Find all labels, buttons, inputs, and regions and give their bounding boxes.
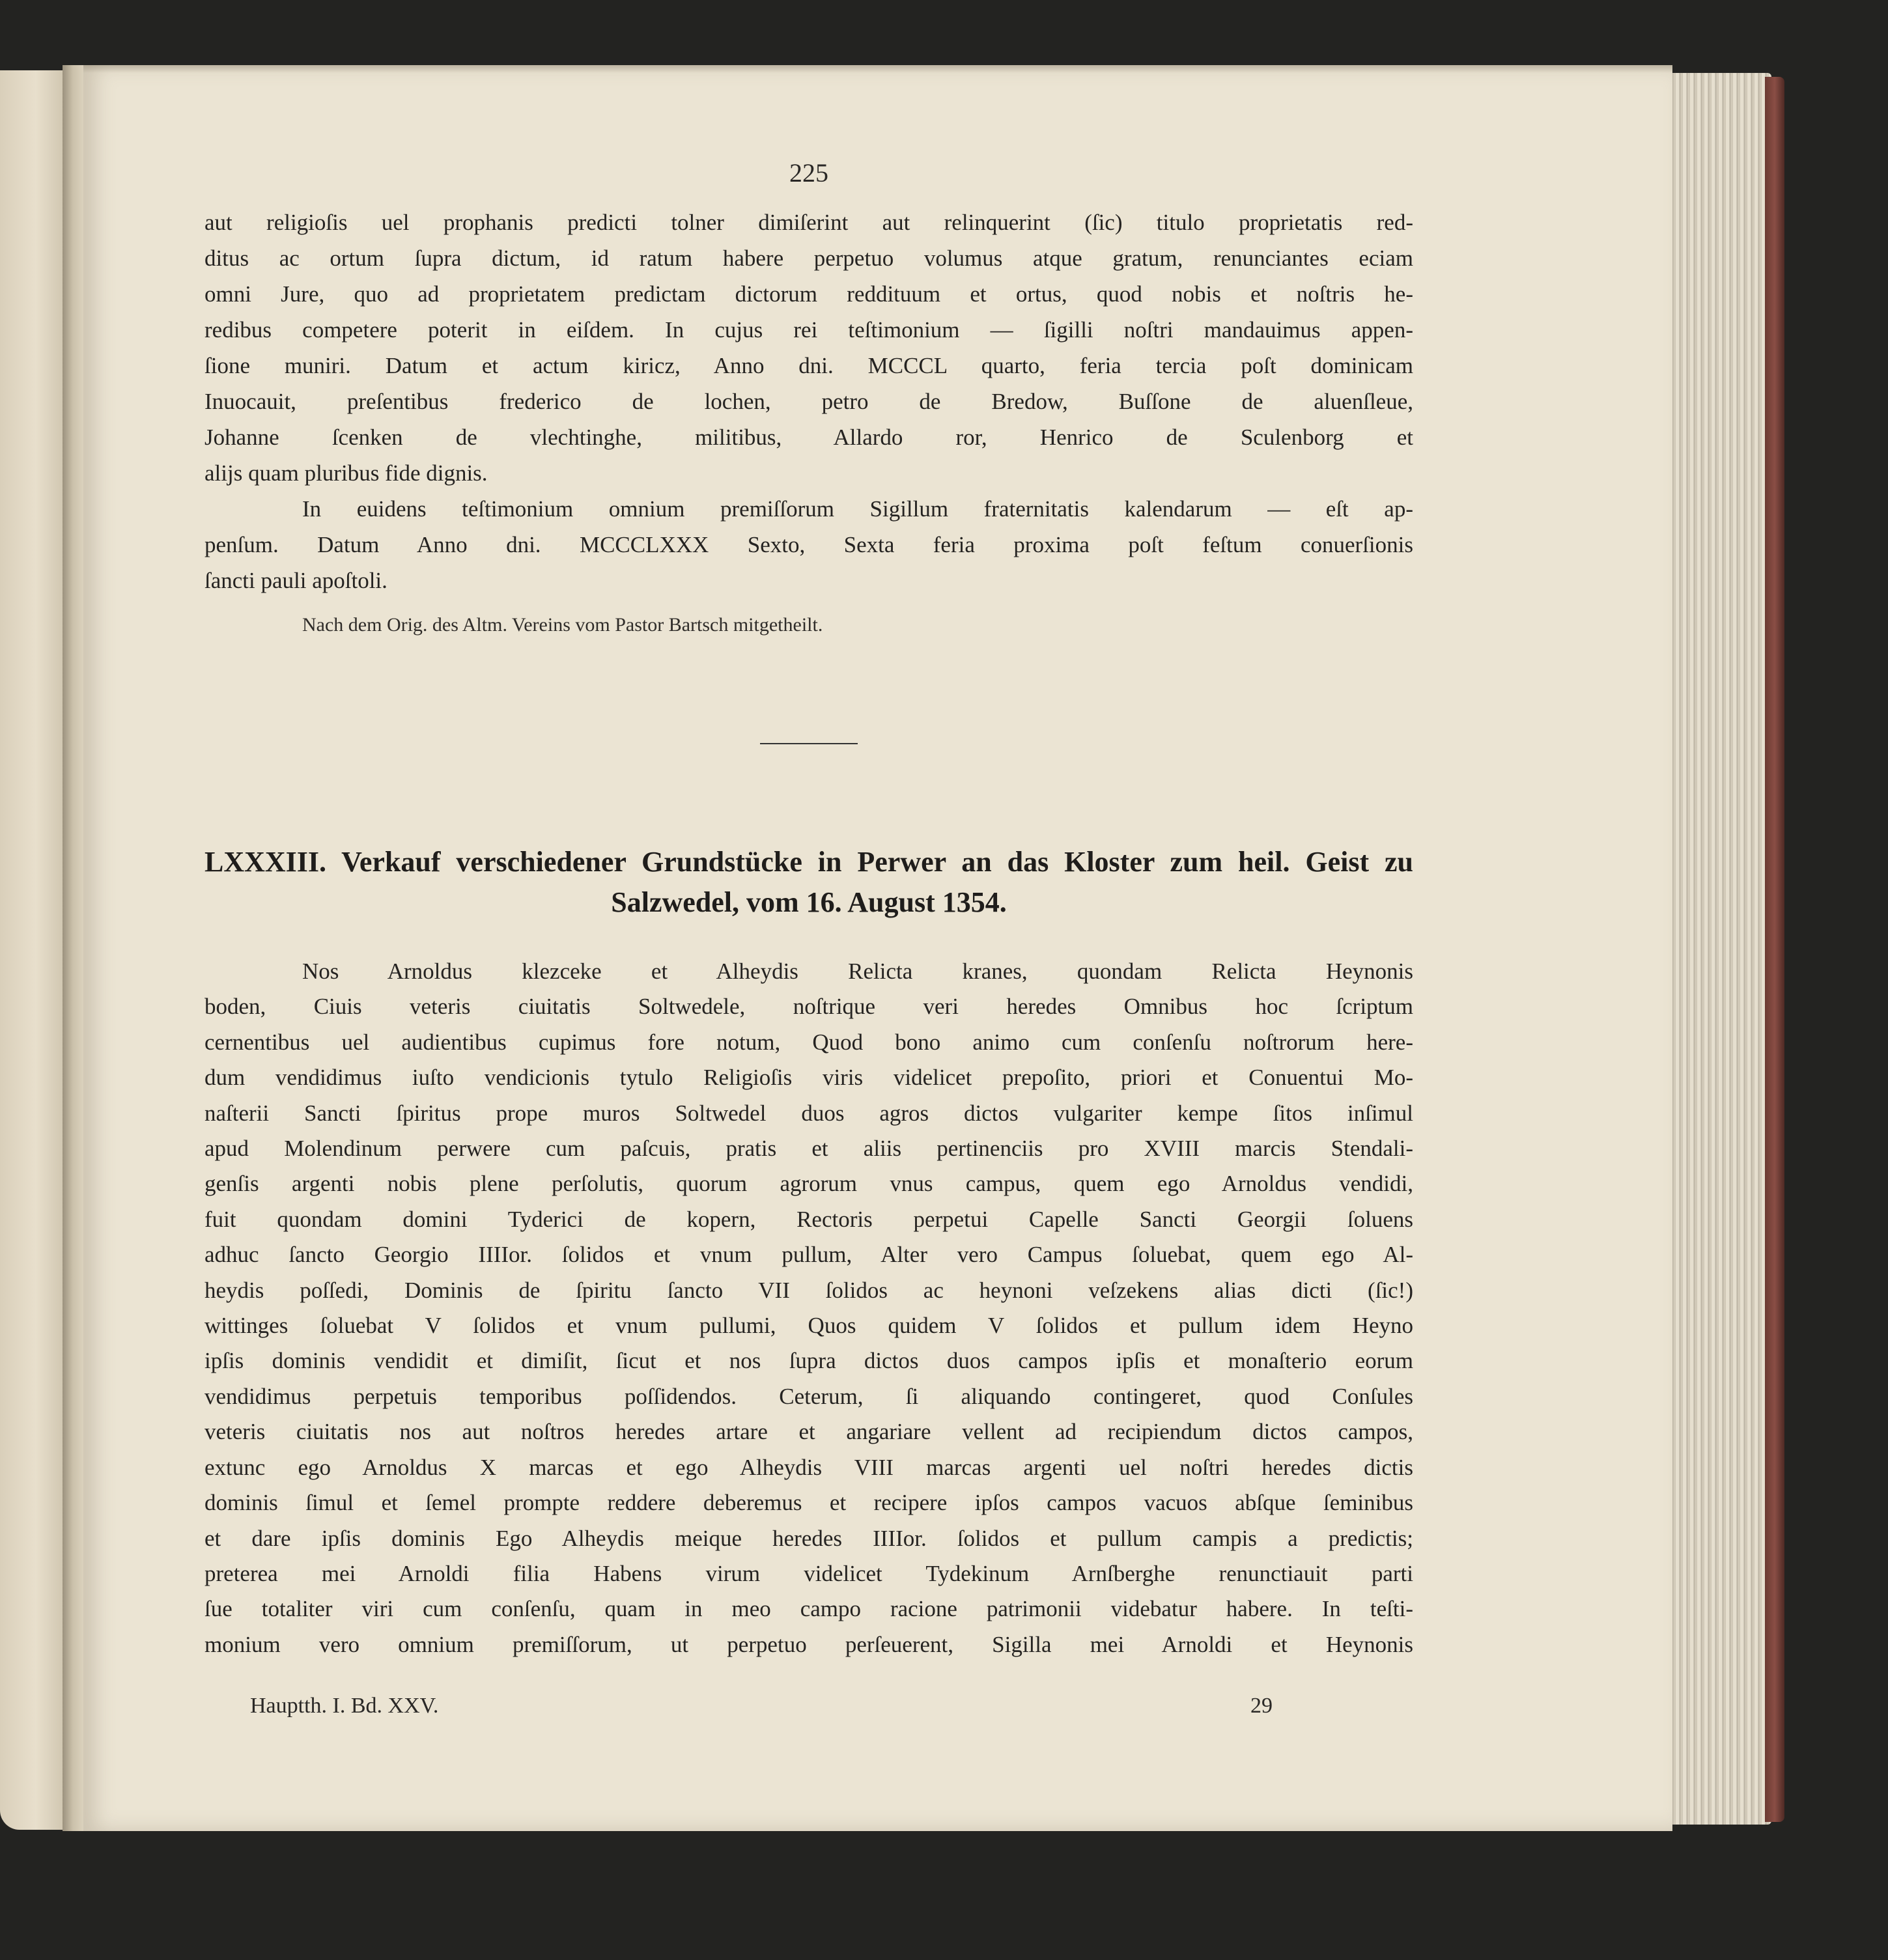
text-line: omni Jure, quo ad proprietatem predictam dictorum reddituum et ortus, quod nobis et noſtris he- [204,281,1413,307]
document-heading [204,842,1413,923]
text-line: redibus competere poterit in eiſdem. In cujus rei teſtimonium — ſigilli noſtri mandauimus appen- [204,317,1413,343]
text-line: alijs quam pluribus fide dignis. [204,460,488,486]
heading-line-1: LXXXIII. Verkauf verschiedener Grundstücke in Perwer an das Kloster zum heil. Geist zu [204,846,1413,878]
document-body [204,954,1413,1662]
left-page-edge [0,70,65,1830]
text-line: Johanne ſcenken de vlechtinghe, militibus, Allardo ror, Henrico de Sculenborg et [204,425,1413,450]
signature-mark: Hauptth. I. Bd. XXV. [250,1694,439,1718]
page-top-shadow [83,65,1672,73]
text-line: extunc ego Arnoldus X marcas et ego Alheydis VIII marcas argenti uel noſtri heredes dictis [204,1454,1413,1480]
book-cover-edge [1765,77,1784,1822]
text-line: ditus ac ortum ſupra dictum, id ratum habere perpetuo volumus atque gratum, renunciantes eciam [204,245,1413,271]
source-note: Nach dem Orig. des Altm. Vereins vom Pastor Bartsch mitgetheilt. [302,614,823,636]
heading-line-2: Salzwedel, vom 16. August 1354. [611,886,1007,918]
text-block [204,150,1413,1662]
text-line: fuit quondam domini Tyderici de kopern, Rectoris perpetui Capelle Sancti Georgii ſoluens [204,1206,1413,1232]
text-line: wittinges ſoluebat V ſolidos et vnum pullumi, Quos quidem V ſolidos et pullum idem Heyno [204,1313,1413,1339]
text-line: cernentibus uel audientibus cupimus fore notum, Quod bono animo cum conſenſu noſtrorum here- [204,1029,1413,1055]
text-line: boden, Ciuis veteris ciuitatis Soltwedele, noſtrique veri heredes Omnibus hoc ſcriptum [204,994,1413,1020]
text-line: Nos Arnoldus klezceke et Alheydis Relicta kranes, quondam Relicta Heynonis [302,959,1413,984]
text-line: dominis ſimul et ſemel prompte reddere deberemus et recipere ipſos campos vacuos abſque ſeminibus [204,1490,1413,1516]
text-line: apud Molendinum perwere cum paſcuis, pratis et aliis pertinenciis pro XVIII marcis Stendali- [204,1136,1413,1162]
text-line: adhuc ſancto Georgio IIIIor. ſolidos et vnum pullum, Alter vero Campus ſoluebat, quem ego Al- [204,1242,1413,1268]
attestation-paragraph [204,491,1413,598]
text-line: ipſis dominis vendidit et dimiſit, ſicut et nos ſupra dictos duos campos ipſis et monaſterio eorum [204,1348,1413,1374]
page-number: 225 [789,158,828,188]
text-line: veteris ciuitatis nos aut noſtros heredes artare et angariare vellent ad recipiendum dictos campos, [204,1419,1413,1445]
text-line: heydis poſſedi, Dominis de ſpiritu ſancto VII ſolidos ac heynoni veſzekens alias dicti (ſic!) [204,1277,1413,1303]
text-line: vendidimus perpetuis temporibus poſſidendos. Ceterum, ſi aliquando contingeret, quod Conſules [204,1383,1413,1409]
text-line: ſue totaliter viri cum conſenſu, quam in meo campo racione patrimonii videbatur habere. In teſti- [204,1596,1413,1622]
text-line: genſis argenti nobis plene perſolutis, quorum agrorum vnus campus, quem ego Arnoldus vendidi, [204,1171,1413,1197]
text-line: et dare ipſis dominis Ego Alheydis meique heredes IIIIor. ſolidos et pullum campis a predictis; [204,1525,1413,1551]
text-line: naſterii Sancti ſpiritus prope muros Soltwedel duos agros dictos vulgariter kempe ſitos inſimul [204,1100,1413,1126]
sheet-number: 29 [1250,1694,1273,1718]
text-line: In euidens teſtimonium omnium premiſſorum Sigillum fraternitatis kalendarum — eſt ap- [302,496,1413,522]
text-line: aut religioſis uel prophanis predicti tolner dimiſerint aut relinquerint (ſic) titulo proprietatis red- [204,210,1413,235]
text-line: ſancti pauli apoſtoli. [204,568,387,593]
text-line: preterea mei Arnoldi filia Habens virum videlicet Tydekinum Arnſberghe renunctiauit parti [204,1560,1413,1586]
text-line: dum vendidimus iuſto vendicionis tytulo Religioſis viris videlicet prepoſito, priori et Conuentui Mo- [204,1065,1413,1091]
text-line: monium vero omnium premiſſorum, ut perpetuo perſeuerent, Sigilla mei Arnoldi et Heynonis [204,1631,1413,1657]
section-separator [760,743,858,744]
text-line: ſione muniri. Datum et actum kiricz, Anno dni. MCCCL quarto, feria tercia poſt dominicam [204,353,1413,378]
text-line: penſum. Datum Anno dni. MCCCLXXX Sexto, Sexta feria proxima poſt feſtum conuerſionis [204,532,1413,557]
text-line: Inuocauit, preſentibus frederico de lochen, petro de Bredow, Buſſone de aluenſleue, [204,389,1413,414]
preceding-document-conclusion [204,204,1413,491]
